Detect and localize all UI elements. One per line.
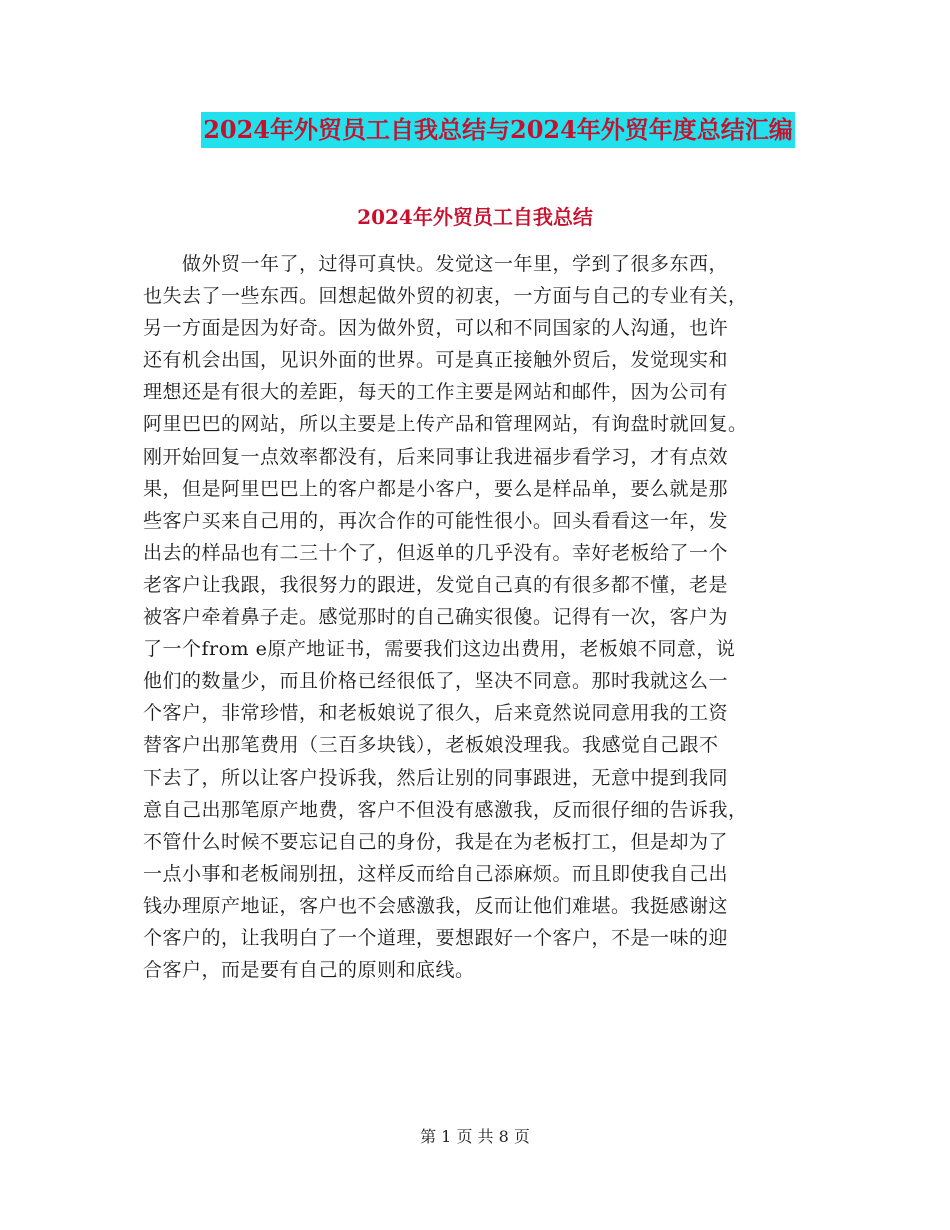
paragraph-line: 老客户让我跟，我很努力的跟进，发觉自己真的有很多都不懂，老是 <box>143 573 729 596</box>
paragraph-line: 个客户，非常珍惜，和老板娘说了很久，后来竟然说同意用我的工资 <box>143 702 729 725</box>
paragraph-line: 刚开始回复一点效率都没有，后来同事让我进福步看学习，才有点效 <box>143 445 729 468</box>
document-title: 2024年外贸员工自我总结与2024年外贸年度总结汇编 <box>201 112 795 148</box>
paragraph-line: 理想还是有很大的差距，每天的工作主要是网站和邮件，因为公司有 <box>143 381 729 404</box>
paragraph-line: 也失去了一些东西。回想起做外贸的初衷，一方面与自己的专业有关， <box>143 285 748 308</box>
paragraph-line: 阿里巴巴的网站，所以主要是上传产品和管理网站，有询盘时就回复。 <box>143 413 748 436</box>
page-footer: 第 1 页 共 8 页 <box>420 1127 530 1146</box>
paragraph-line: 些客户买来自己用的，再次合作的可能性很小。回头看看这一年，发 <box>143 509 729 532</box>
paragraph-line: 做外贸一年了，过得可真快。发觉这一年里，学到了很多东西， <box>143 253 729 275</box>
paragraph-line: 下去了，所以让客户投诉我，然后让别的同事跟进，无意中提到我同 <box>143 766 729 789</box>
paragraph-line: 一点小事和老板闹别扭，这样反而给自己添麻烦。而且即使我自己出 <box>143 862 729 885</box>
paragraph-line: 意自己出那笔原产地费，客户不但没有感激我，反而很仔细的告诉我， <box>143 798 748 821</box>
section-title: 2024年外贸员工自我总结 <box>357 205 593 229</box>
paragraph-line: 他们的数量少，而且价格已经很低了，坚决不同意。那时我就这么一 <box>143 670 729 693</box>
paragraph-line: 钱办理原产地证，客户也不会感激我，反而让他们难堪。我挺感谢这 <box>143 894 729 917</box>
paragraph-line: 个客户的，让我明白了一个道理，要想跟好一个客户，不是一味的迎 <box>143 926 729 949</box>
paragraph-line: 另一方面是因为好奇。因为做外贸，可以和不同国家的人沟通，也许 <box>143 317 729 340</box>
paragraph-line: 不管什么时候不要忘记自己的身份，我是在为老板打工，但是却为了 <box>143 830 729 853</box>
paragraph-line: 被客户牵着鼻子走。感觉那时的自己确实很傻。记得有一次，客户为 <box>143 606 729 629</box>
paragraph-line: 还有机会出国，见识外面的世界。可是真正接触外贸后，发觉现实和 <box>143 349 729 372</box>
document-title-wrapper <box>0 112 950 148</box>
paragraph-line: 了一个from e原产地证书，需要我们这边出费用，老板娘不同意，说 <box>143 638 736 661</box>
paragraph-line: 出去的样品也有二三十个了，但返单的几乎没有。幸好老板给了一个 <box>143 541 729 564</box>
body-paragraph <box>143 248 807 986</box>
paragraph-line: 果，但是阿里巴巴上的客户都是小客户，要么是样品单，要么就是那 <box>143 477 729 500</box>
paragraph-line: 合客户，而是要有自己的原则和底线。 <box>143 959 475 982</box>
paragraph-line: 替客户出那笔费用（三百多块钱），老板娘没理我。我感觉自己跟不 <box>143 734 719 757</box>
